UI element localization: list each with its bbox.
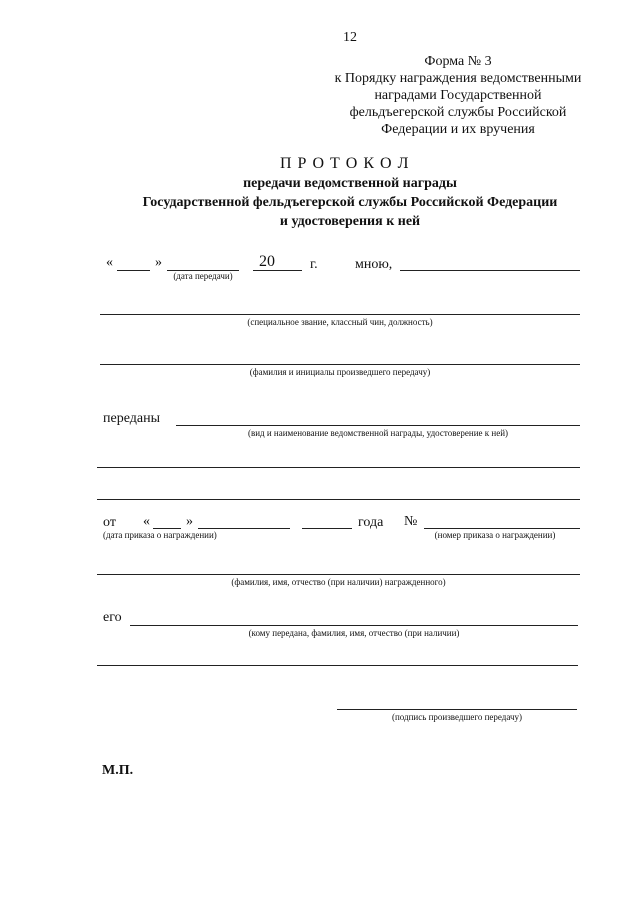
his-label: его: [103, 610, 122, 625]
signature-caption: (подпись произведшего передачу): [391, 712, 523, 722]
header-line: Федерации и их вручения: [381, 122, 535, 137]
awardee-field[interactable]: [97, 574, 580, 575]
seal-label: М.П.: [102, 763, 134, 778]
header-line: фельдъегерской службы Российской: [349, 105, 567, 120]
order-number-caption: (номер приказа о награждении): [434, 530, 556, 540]
name-field[interactable]: [100, 364, 580, 365]
recipient-caption: (кому передана, фамилия, имя, отчество (при наличии): [248, 628, 460, 638]
order-number-field[interactable]: [424, 528, 580, 529]
from-label: от: [103, 515, 116, 530]
signature-field[interactable]: [337, 709, 577, 710]
year-field[interactable]: [253, 270, 302, 271]
quote-close: »: [155, 255, 162, 270]
recipient-field-continued[interactable]: [97, 665, 578, 666]
officer-field[interactable]: [400, 270, 580, 271]
by-me-label: мною,: [355, 257, 393, 272]
form-header: [300, 53, 616, 138]
form-number: Форма № 3: [424, 54, 492, 69]
rank-field[interactable]: [100, 314, 580, 315]
order-date-caption: (дата приказа о награждении): [103, 530, 217, 540]
quote-close: »: [186, 514, 193, 529]
awardee-caption: (фамилия, имя, отчество (при наличии) награжденного): [231, 577, 446, 587]
title-line: Государственной фельдъегерской службы Российской Федерации: [142, 195, 558, 210]
order-year-field[interactable]: [302, 528, 352, 529]
year-prefix: 20: [259, 253, 275, 270]
header-line: к Порядку награждения ведомственными: [334, 71, 582, 86]
order-month-field[interactable]: [198, 528, 290, 529]
transferred-label: переданы: [103, 411, 160, 426]
protocol-heading: П Р О Т О К О Л: [280, 155, 410, 172]
rank-caption: (специальное звание, классный чин, должность): [247, 317, 433, 327]
recipient-field[interactable]: [130, 625, 578, 626]
date-caption: (дата передачи): [173, 271, 233, 281]
page-number: 12: [343, 30, 357, 45]
day-field[interactable]: [117, 270, 150, 271]
award-caption: (вид и наименование ведомственной награды, удостоверение к ней): [247, 428, 509, 438]
award-field[interactable]: [176, 425, 580, 426]
award-field-continued[interactable]: [97, 499, 580, 500]
quote-open: «: [143, 514, 150, 529]
header-line: наградами Государственной: [374, 88, 542, 103]
year-suffix: г.: [310, 257, 318, 272]
number-sign: №: [404, 514, 418, 529]
document-title: [100, 174, 600, 231]
title-line: и удостоверения к ней: [279, 214, 421, 229]
quote-open: «: [106, 255, 113, 270]
order-day-field[interactable]: [153, 528, 181, 529]
name-caption: (фамилия и инициалы произведшего передачу): [249, 367, 431, 377]
award-field-continued[interactable]: [97, 467, 580, 468]
year-word-label: года: [358, 515, 384, 530]
title-line: передачи ведомственной награды: [243, 176, 457, 191]
